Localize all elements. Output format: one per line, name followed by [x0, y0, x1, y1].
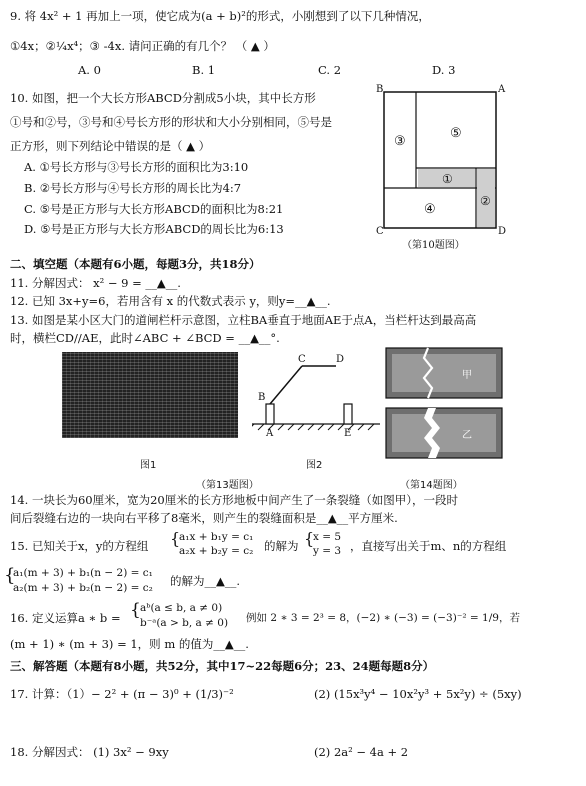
q15-brace-2: {: [304, 529, 315, 548]
fig10-region-3: ③: [394, 134, 406, 149]
figure-10-diagram: [372, 84, 512, 254]
q9-option-c: C. 2: [318, 63, 342, 77]
fig10-region-4: ④: [424, 202, 436, 217]
fig10-region-2: ②: [480, 194, 491, 208]
fig10-region-1: ①: [442, 172, 453, 186]
fig14-label-yi: 乙: [462, 430, 472, 441]
q15-brace-1: {: [170, 529, 181, 548]
q16-def-top: aᵇ(a ≤ b, a ≠ 0): [140, 602, 223, 614]
q15-brace-3: {: [4, 565, 16, 586]
section-3-heading: 三、解答题（本题有8小题，共52分，其中17~22每题6分；23、24题每题8分）: [10, 659, 435, 673]
q16-stem-a: 16. 定义运算a ∗ b =: [10, 611, 121, 625]
section-2-heading: 二、填空题（本题有6小题，每题3分，共18分）: [10, 257, 261, 271]
figure-10: [372, 84, 512, 254]
q17-part-2: (2) (15x³y⁴ − 10x²y³ + 5x²y) ÷ (5xy): [314, 687, 522, 701]
q9-option-a: A. 0: [78, 63, 101, 77]
fig10-corner-c: C: [376, 226, 384, 237]
q16-brace: {: [130, 600, 141, 620]
q18-part-1: 18. 分解因式： (1) 3x² − 9xy: [10, 745, 169, 759]
fig14-label-jia: 甲: [462, 370, 472, 381]
q10-option-a: A. ①号长方形与③号长方形的面积比为3:10: [24, 160, 249, 174]
q15-stem-d: 的解为__▲__.: [170, 574, 240, 588]
q14-stem-1: 14. 一块长为60厘米，宽为20厘米的长方形地板中间产生了一条裂缝（如图甲），一段时: [10, 493, 458, 507]
q9-stem: 9. 将 4x² + 1 再加上一项，使它成为(a + b)²的形式，小刚想到了以下几种情况，: [10, 9, 430, 23]
q15-solution-top: x = 5: [313, 531, 342, 543]
q15-stem-b: 的解为: [264, 539, 299, 553]
q9-option-d: D. 3: [432, 63, 456, 77]
q14-stem-2: 间后裂缝右边的一块向右平移了8毫米，则产生的裂缝面积是__▲__平方厘米.: [10, 511, 398, 525]
figure-13-photo: [62, 352, 238, 438]
q15-system-1-bottom: a₂x + b₂y = c₂: [179, 545, 254, 557]
q15-stem-a: 15. 已知关于x，y的方程组: [10, 539, 149, 553]
q13-stem-2: 时，横栏CD//AE，此时∠ABC + ∠BCD = __▲__°.: [10, 331, 280, 345]
figure-14: [384, 346, 504, 466]
fig13-label-2: 图2: [306, 460, 323, 471]
q16-stem-2: (m + 1) ∗ (m + 3) = 1，则 m 的值为__▲__.: [10, 637, 249, 651]
q15-stem-c: ，直接写出关于m、n的方程组: [350, 539, 507, 553]
q10-stem-1: 10. 如图，把一个大长方形ABCD分割成5小块，其中长方形: [10, 91, 316, 105]
q17-part-1: 17. 计算：（1）− 2² + (π − 3)⁰ + (1/3)⁻²: [10, 687, 234, 701]
q10-stem-3: 正方形，则下列结论中错误的是（ ▲ ）: [10, 139, 211, 153]
q15-system-1-top: a₁x + b₁y = c₁: [179, 531, 254, 543]
q9-options-line: ①4x；②¼x⁴；③ -4x. 请问正确的有几个？ （ ▲ ）: [10, 39, 275, 53]
fig13-label-1: 图1: [140, 460, 157, 471]
fig13-point-e: E: [344, 428, 352, 439]
fig13-caption: （第13题图）: [196, 480, 259, 491]
fig13-point-c: C: [298, 354, 306, 365]
fig10-corner-b: B: [376, 84, 384, 95]
q9-option-b: B. 1: [192, 63, 216, 77]
q15-solution-bottom: y = 3: [313, 545, 342, 557]
q15-system-2-bottom: a₂(m + 3) + b₂(n − 2) = c₂: [13, 582, 153, 594]
figure-13-gate-diagram: [252, 352, 382, 442]
q10-option-d: D. ⑤号是正方形与大长方形ABCD的周长比为6:13: [24, 222, 284, 236]
q12: 12. 已知 3x+y=6，若用含有 x 的代数式表示 y，则y=__▲__.: [10, 294, 331, 308]
fig13-point-d: D: [336, 354, 345, 365]
fig13-point-b: B: [258, 392, 266, 403]
q13-stem-1: 13. 如图是某小区大门的道闸栏杆示意图，立柱BA垂直于地面AE于点A，当栏杆达到最高高: [10, 313, 477, 327]
fig10-corner-d: D: [498, 226, 507, 237]
fig10-corner-a: A: [498, 84, 506, 95]
q11: 11. 分解因式： x² − 9 = __▲__.: [10, 276, 181, 290]
q18-part-2: (2) 2a² − 4a + 2: [314, 745, 409, 759]
q16-def-bottom: b⁻ᵃ(a > b, a ≠ 0): [140, 617, 229, 629]
q10-option-c: C. ⑤号是正方形与大长方形ABCD的面积比为8:21: [24, 202, 284, 216]
q15-system-2-top: a₁(m + 3) + b₁(n − 2) = c₁: [13, 567, 153, 579]
q10-stem-2: ①号和②号，③号和④号长方形的形状和大小分别相同，⑤号是: [10, 115, 332, 129]
q10-option-b: B. ②号长方形与④号长方形的周长比为4:7: [24, 181, 242, 195]
fig13-point-a: A: [266, 428, 274, 439]
fig10-region-5: ⑤: [450, 126, 462, 141]
fig10-caption: （第10题图）: [402, 240, 465, 251]
q16-stem-b: 例如 2 ∗ 3 = 2³ = 8，(−2) ∗ (−3) = (−3)⁻² = 1/9，若: [246, 612, 520, 624]
fig14-caption: （第14题图）: [400, 480, 463, 491]
